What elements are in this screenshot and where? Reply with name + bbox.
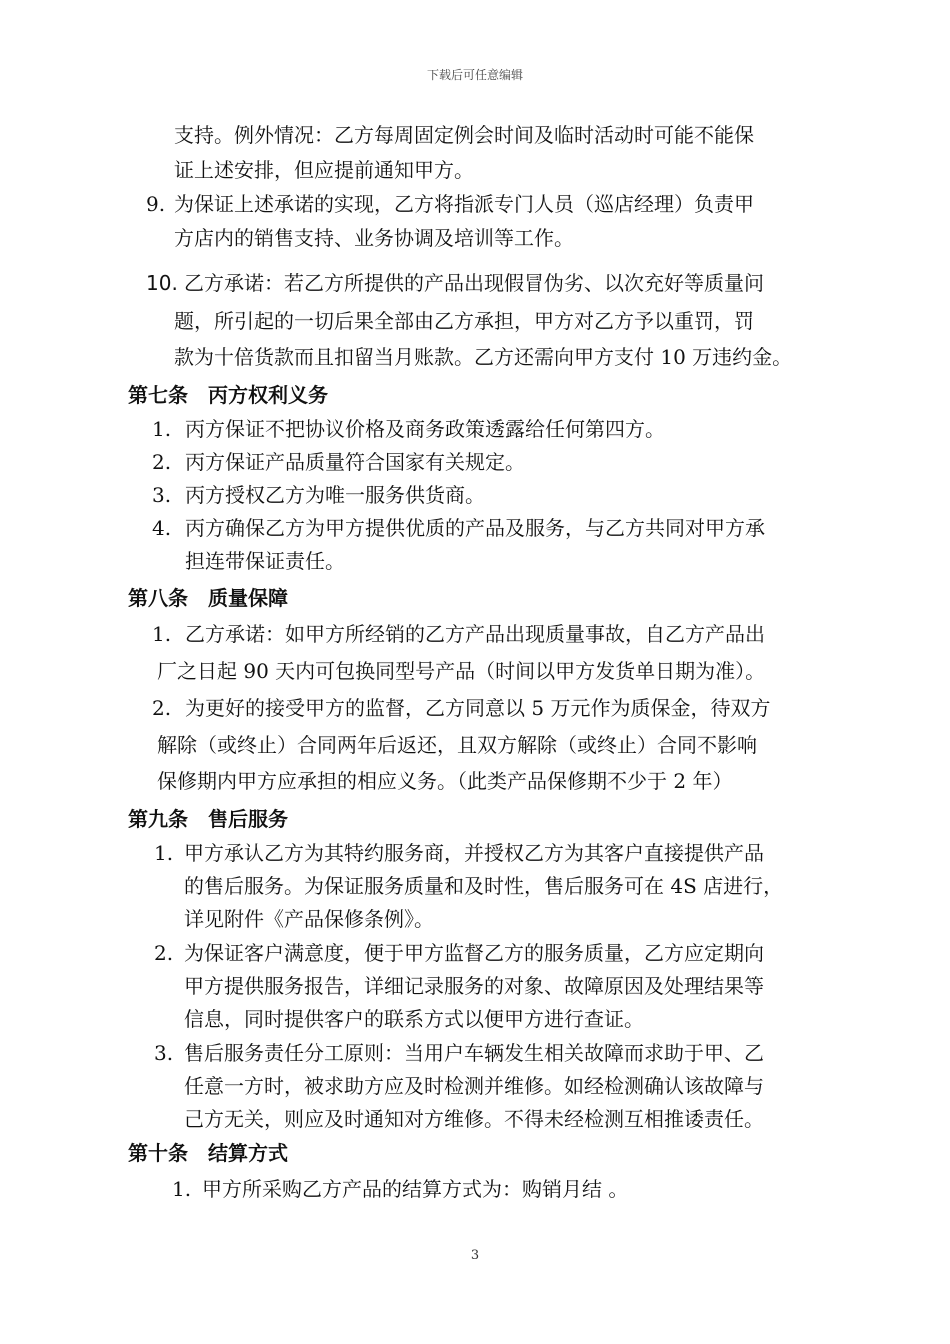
list-item-number: 2. — [152, 696, 172, 720]
paragraph-line: 证上述安排，但应提前通知甲方。 — [174, 158, 474, 182]
list-item-number: 1. — [152, 417, 172, 441]
list-item-text: 详见附件《产品保修条例》。 — [184, 907, 434, 931]
list-item-text: 为保证上述承诺的实现，乙方将指派专门人员（巡店经理）负责甲 — [174, 192, 754, 216]
list-item-number: 2. — [154, 941, 174, 965]
list-item-number: 2. — [152, 450, 172, 474]
list-item-text: 任意一方时，被求助方应及时检测并维修。如经检测确认该故障与 — [184, 1074, 764, 1098]
list-item-text: 甲方承认乙方为其特约服务商，并授权乙方为其客户直接提供产品 — [184, 841, 764, 865]
list-item-text: 保修期内甲方应承担的相应义务。（此类产品保修期不少于 2 年） — [157, 769, 733, 793]
article-heading: 第八条 质量保障 — [128, 586, 288, 610]
list-item-number: 1. — [154, 841, 174, 865]
list-item-text: 丙方授权乙方为唯一服务供货商。 — [185, 483, 485, 507]
list-item-text: 方店内的销售支持、业务协调及培训等工作。 — [174, 226, 574, 250]
list-item-text: 为更好的接受甲方的监督，乙方同意以 5 万元作为质保金，待双方 — [185, 696, 771, 720]
list-item-text: 担连带保证责任。 — [185, 549, 345, 573]
list-item-text: 厂之日起 90 天内可包换同型号产品（时间以甲方发货单日期为准）。 — [157, 659, 766, 683]
list-item-text: 解除（或终止）合同两年后返还，且双方解除（或终止）合同不影响 — [157, 733, 757, 757]
list-item-text: 乙方承诺：若乙方所提供的产品出现假冒伪劣、以次充好等质量问 — [184, 271, 764, 295]
list-item-number: 4. — [152, 516, 172, 540]
list-item-text: 己方无关，则应及时通知对方维修。不得未经检测互相推诿责任。 — [184, 1107, 764, 1131]
list-item-number: 1. — [172, 1177, 192, 1201]
list-item-number: 3. — [152, 483, 172, 507]
list-item-number: 9. — [146, 192, 166, 216]
list-item-number: 10. — [146, 271, 178, 295]
list-item-text: 甲方所采购乙方产品的结算方式为：购销月结 。 — [202, 1177, 629, 1201]
list-item-text: 题，所引起的一切后果全部由乙方承担，甲方对乙方予以重罚，罚 — [174, 309, 754, 333]
list-item-text: 丙方保证不把协议价格及商务政策透露给任何第四方。 — [185, 417, 665, 441]
list-item-text: 信息，同时提供客户的联系方式以便甲方进行查证。 — [184, 1007, 644, 1031]
list-item-text: 为保证客户满意度，便于甲方监督乙方的服务质量，乙方应定期向 — [184, 941, 764, 965]
page-number: 3 — [470, 1248, 480, 1263]
paragraph-line: 支持。例外情况：乙方每周固定例会时间及临时活动时可能不能保 — [174, 123, 754, 147]
page-header: 下载后可任意编辑 — [426, 68, 523, 82]
list-item-text: 丙方保证产品质量符合国家有关规定。 — [185, 450, 525, 474]
list-item-text: 款为十倍货款而且扣留当月账款。乙方还需向甲方支付 10 万违约金。 — [174, 345, 793, 369]
list-item-text: 丙方确保乙方为甲方提供优质的产品及服务，与乙方共同对甲方承 — [185, 516, 765, 540]
article-heading: 第七条 丙方权利义务 — [128, 383, 328, 407]
article-heading: 第九条 售后服务 — [128, 807, 288, 831]
list-item-number: 3. — [154, 1041, 174, 1065]
list-item-number: 1. — [152, 622, 172, 646]
list-item-text: 乙方承诺：如甲方所经销的乙方产品出现质量事故，自乙方产品出 — [185, 622, 765, 646]
article-heading: 第十条 结算方式 — [128, 1141, 288, 1165]
list-item-text: 甲方提供服务报告，详细记录服务的对象、故障原因及处理结果等 — [184, 974, 764, 998]
list-item-text: 的售后服务。为保证服务质量和及时性，售后服务可在 4S 店进行， — [184, 874, 784, 898]
list-item-text: 售后服务责任分工原则：当用户车辆发生相关故障而求助于甲、乙 — [184, 1041, 764, 1065]
